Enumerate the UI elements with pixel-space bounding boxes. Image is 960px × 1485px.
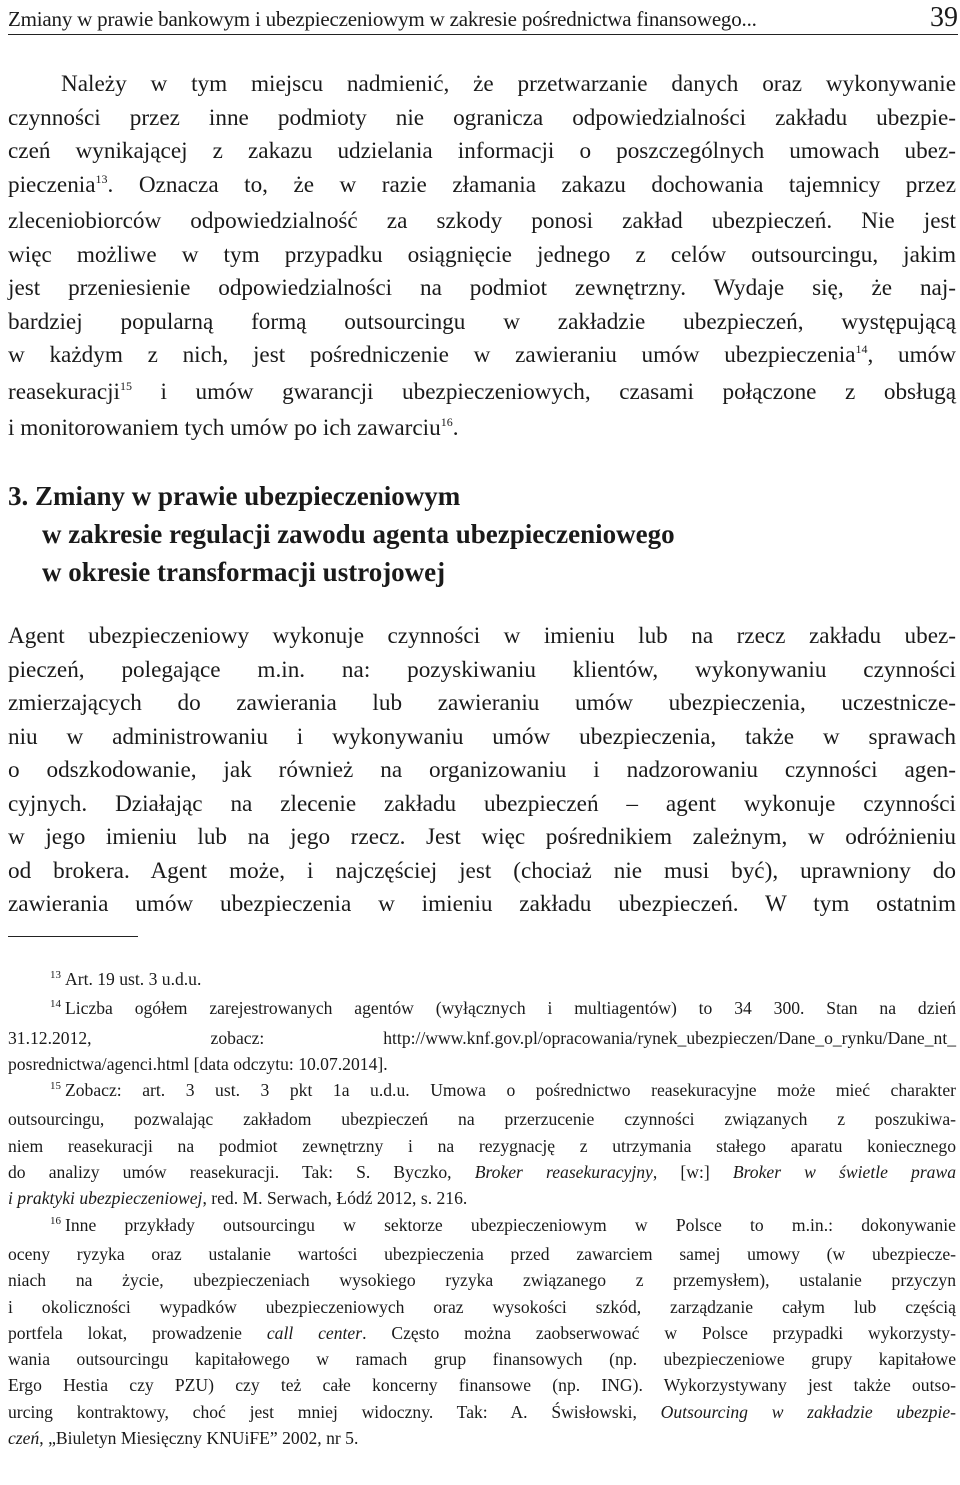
footnote-line: portfela lokat, prowadzenie call center. Często można zaobserwować w Polsce przypadki wykorzysty- — [8, 1322, 956, 1343]
footnote-line: 31.12.2012, zobacz: http://www.knf.gov.pl/opracowania/rynek_ubezpieczen/Dane_o_rynku/Dane_nt_ — [8, 1027, 956, 1048]
citation-title: Broker w świetle prawa — [732, 1162, 957, 1183]
citation-title: czeń — [8, 1428, 40, 1449]
footnote-line: outsourcingu, pozwalając zakładom ubezpieczeń na przerzucenie czynności związanych z poszukiwa- — [8, 1109, 956, 1130]
footnote-15: $^{15}$ Zobacz: art. 3 ust. 3 pkt 1a u.d.u. Umowa o pośrednictwo reasekuracyjne może mieć charakter — [50, 1080, 956, 1101]
text-line: od brokera. Agent może, i najczęściej jest (chociaż nie musi być), uprawniony do — [8, 857, 956, 884]
footnote-line: urcing kontraktowy, choć jest mniej widoczny. Tak: A. Świsłowski, Outsourcing w zakładzie ubezpie- — [8, 1401, 957, 1422]
italic-term: call center — [266, 1322, 363, 1343]
text-line: jest przeniesienie odpowiedzialności na podmiot zewnętrzny. Wydaje się, że naj- — [8, 275, 956, 301]
running-header — [8, 2, 958, 35]
text-line: zleceniobiorców odpowiedzialność za szkody ponosi zakład ubezpieczeń. Nie jest — [8, 208, 956, 234]
text-line: pieczenia$^{13}$. Oznacza to, że w razie złamania zakazu dochowania tajemnicy przez — [8, 171, 956, 198]
text-line: zmierzających do zawierania lub zawieraniu umów ubezpieczenia, uczestnicze- — [8, 690, 956, 716]
footnote-13: $^{13}$ Art. 19 ust. 3 u.d.u. — [50, 969, 202, 989]
section-heading-line: w okresie transformacji ustrojowej — [42, 557, 446, 587]
text-line: o odszkodowanie, jak również na organizowaniu i nadzorowaniu czynności agen- — [8, 757, 956, 783]
citation-title: Outsourcing w zakładzie ubezpie- — [660, 1401, 957, 1422]
footnote-ref-15[interactable]: 15 — [120, 378, 132, 393]
text-line: więc możliwe w tym przypadku osiągnięcie jednego z celów outsourcingu, jakim — [8, 241, 956, 268]
footnote-line: Ergo Hestia czy PZU) czy też całe koncerny finansowe (np. ING). Wykorzystywany jest także outso- — [8, 1375, 956, 1396]
page-number: 39 — [930, 2, 958, 33]
footnote-line: wania outsourcingu kapitałowego w ramach grup finansowych (np. ubezpieczeniowe grupy kapitałowe — [8, 1349, 956, 1370]
footnote-line: niach na życie, ubezpieczeniach wysokiego ryzyka związanego z przemysłem), ustalanie przyczyn — [8, 1270, 956, 1291]
footnote-ref-13[interactable]: 13 — [95, 171, 108, 186]
text-line: czeń wynikającej z zakazu udzielania informacji o poszczególnych umowach ubez- — [8, 138, 956, 164]
footnote-line: i praktyki ubezpieczeniowej, red. M. Serwach, Łódź 2012, s. 216. — [8, 1188, 468, 1209]
footnote-line: posrednictwa/agenci.html [data odczytu: 10.07.2014]. — [8, 1053, 388, 1074]
footnote-line: czeń, „Biuletyn Miesięczny KNUiFE” 2002, nr 5. — [8, 1428, 359, 1449]
section-heading-line: 3. Zmiany w prawie ubezpieczeniowym — [8, 481, 461, 511]
section-heading-line: w zakresie regulacji zawodu agenta ubezpieczeniowego — [42, 519, 675, 549]
paragraph-agent — [8, 620, 956, 922]
text-line: niu w administrowaniu i wykonywaniu umów ubezpieczenia, także w sprawach — [8, 723, 956, 750]
section-heading — [8, 477, 948, 591]
text-line: pieczeń, polegające m.in. na: pozyskiwaniu klientów, wykonywaniu czynności — [8, 656, 956, 683]
text-line: bardziej popularną formą outsourcingu w zakładzie ubezpieczeń, występującą — [8, 308, 956, 335]
footnotes — [8, 966, 956, 1451]
citation-title: i praktyki ubezpieczeniowej — [8, 1188, 203, 1209]
text-line: Należy w tym miejscu nadmienić, że przetwarzanie danych oraz wykonywanie — [61, 71, 956, 97]
text-line: czynności przez inne podmioty nie ogranicza odpowiedzialności zakładu ubezpie- — [8, 104, 956, 131]
footnote-ref-14[interactable]: 14 — [855, 342, 868, 356]
footnote-line: oceny ryzyka oraz ustalanie wartości ubezpieczenia przed zawarciem samej umowy (w ubezpiecze- — [8, 1243, 956, 1264]
citation-title: Broker reasekuracyjny — [474, 1162, 653, 1183]
footnote-14: $^{14}$ Liczba ogółem zarejestrowanych agentów (wyłącznych i multiagentów) to 34 300. Stan na dzień — [50, 998, 956, 1019]
text-line: Agent ubezpieczeniowy wykonuje czynności w imieniu lub na rzecz zakładu ubez- — [8, 623, 956, 649]
footnote-line: i okoliczności wypadków ubezpieczeniowych oraz wysokości szkód, zarządzanie całym lub częścią — [8, 1296, 956, 1317]
paragraph-outsourcing — [8, 68, 956, 449]
text-line: w jego imieniu lub na jego rzecz. Jest więc pośrednikiem zależnym, w odróżnieniu — [8, 824, 956, 850]
footnote-divider — [8, 936, 138, 937]
footnote-ref-16[interactable]: 16 — [440, 415, 453, 429]
footnote-16: $^{16}$ Inne przykłady outsourcingu w sektorze ubezpieczeniowym w Polsce to m.in.: dokonywanie — [50, 1214, 956, 1235]
text-line: w każdym z nich, jest pośredniczenie w zawieraniu umów ubezpieczenia$^{14}$, umów — [8, 342, 957, 368]
text-line: zawierania umów ubezpieczenia w imieniu zakładu ubezpieczeń. W tym ostatnim — [8, 891, 956, 917]
text-line: i monitorowaniem tych umów po ich zawarciu$^{16}$. — [8, 415, 459, 441]
text-line: reasekuracji$^{15}$ i umów gwarancji ubezpieczeniowych, czasami połączone z obsługą — [8, 378, 956, 405]
text-line: cyjnych. Działając na zlecenie zakładu ubezpieczeń – agent wykonuje czynności — [8, 790, 956, 817]
running-title: Zmiany w prawie bankowym i ubezpieczeniowym w zakresie pośrednictwa finansowego... — [8, 7, 757, 31]
footnote-line: do analizy umów reasekuracji. Tak: S. Byczko, Broker reasekuracyjny, [w:] Broker w świetle prawa — [8, 1162, 957, 1183]
footnote-line: niem reasekuracji na podmiot zewnętrzny i na rezygnację z utrzymania stałego aparatu koniecznego — [8, 1135, 956, 1156]
